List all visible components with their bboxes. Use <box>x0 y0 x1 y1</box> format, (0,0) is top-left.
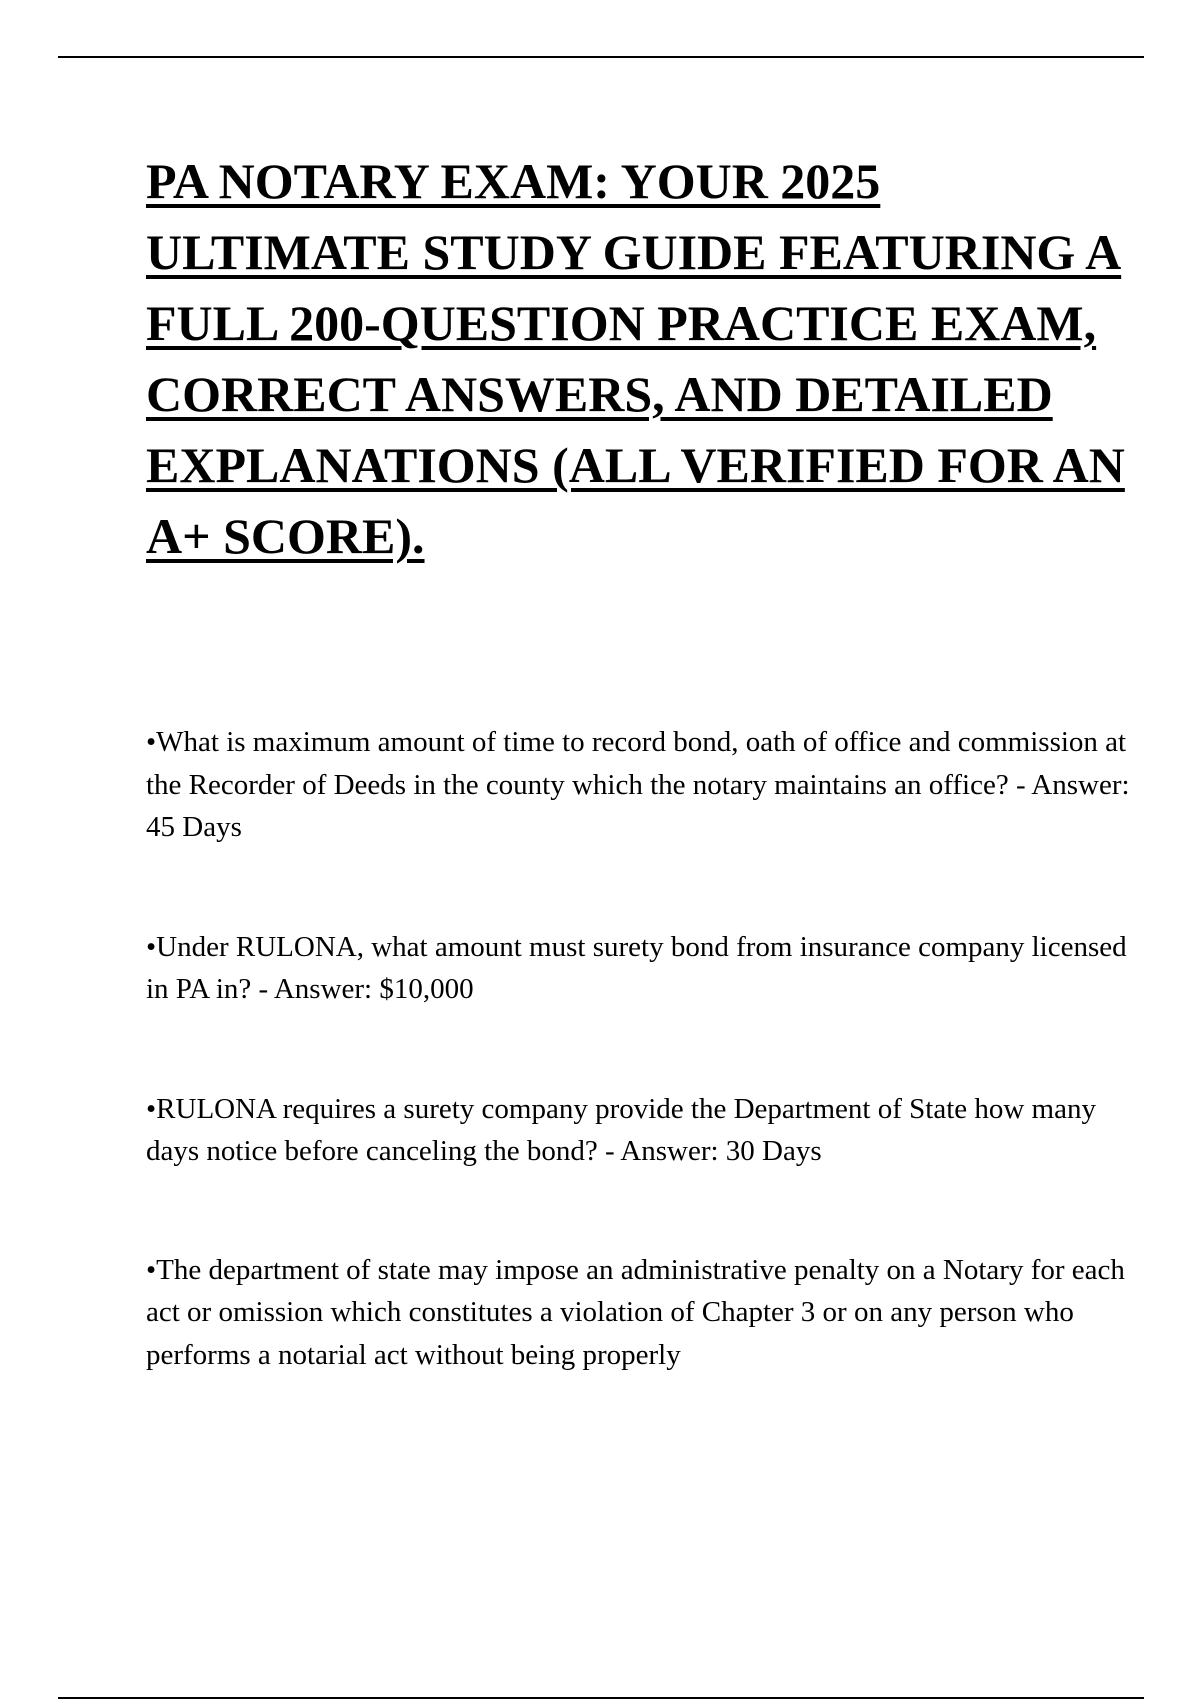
top-rule <box>58 56 1144 58</box>
question-list <box>146 721 1146 1452</box>
question-item: •The department of state may impose an administrative penalty on a Notary for each act or omission which constitutes a violation of Chapter 3 or on any person who performs a notarial act without being properly <box>146 1253 1125 1371</box>
document-title: PA NOTARY EXAM: YOUR 2025 ULTIMATE STUDY GUIDE FEATURING A FULL 200-QUESTION PRACTICE EXAM, CORRECT ANSWERS, AND DETAILED EXPLANATIONS (ALL VERIFIED FOR AN A+ SCORE). <box>146 153 1125 564</box>
bottom-rule <box>58 1697 1144 1699</box>
question-item: •RULONA requires a surety company provide the Department of State how many days notice before canceling the bond? - Answer: 30 Days <box>146 1092 1096 1167</box>
question-item: •What is maximum amount of time to record bond, oath of office and commission at the Recorder of Deeds in the county which the notary maintains an office? - Answer: 45 Days <box>146 726 1130 843</box>
question-item: •Under RULONA, what amount must surety bond from insurance company licensed in PA in? - Answer: $10,000 <box>146 930 1127 1005</box>
